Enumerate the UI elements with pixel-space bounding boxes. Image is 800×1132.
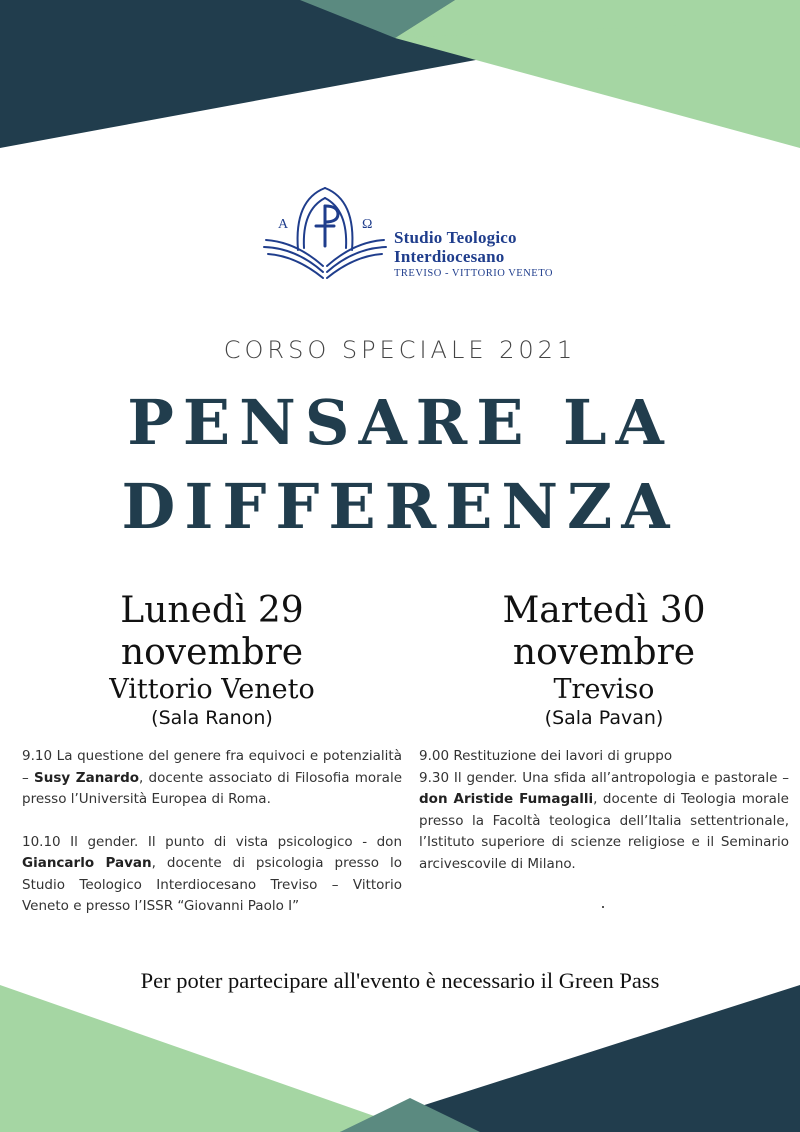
day2-item2-text-continued: , docente di Teologia morale presso la Facoltà teologica dell’Italia settentrionale, l’Istituto superiore di scienze religiose e il Seminario arcivescovile di Milano. (419, 791, 789, 872)
day1-date-line2: novembre (120, 632, 304, 673)
institution-logo (258, 180, 558, 285)
day1-hall: (Sala Ranon) (151, 707, 273, 729)
day1-item2-speaker: Giancarlo Pavan (22, 855, 152, 871)
day2-city: Treviso (553, 674, 655, 705)
title-line2: DIFFERENZA (121, 470, 679, 543)
day1-item2 (22, 832, 402, 918)
green-pass-notice: Per poter partecipare all'evento è necessario il Green Pass (140, 968, 660, 993)
chi-rho-book-icon (258, 180, 398, 285)
day1-item1-text: 9.10 La questione del genere fra equivoci e potenzialità – (22, 748, 402, 786)
day2-hall: (Sala Pavan) (544, 707, 664, 729)
day1-date-line1: Lunedì 29 (120, 590, 304, 631)
title-line1: PENSARE LA (127, 386, 673, 459)
day1-item1 (22, 746, 402, 811)
course-subtitle: CORSO SPECIALE 2021 (223, 336, 577, 364)
day1-item2-text-continued: , docente di psicologia presso lo Studio Teologico Interdiocesano Treviso – Vittorio Veneto e presso l’ISSR “Giovanni Paolo I” (22, 855, 402, 914)
day2-item2 (419, 768, 789, 876)
day2-item1: 9.00 Restituzione dei lavori di gruppo (419, 748, 673, 764)
omega-letter: Ω (362, 217, 373, 232)
day2-item2-speaker: don Aristide Fumagalli (419, 791, 594, 807)
logo-name-line2: Interdiocesano (394, 247, 505, 266)
day2-column (419, 590, 789, 875)
logo-name-line1: Studio Teologico (394, 228, 517, 247)
day1-item1-text-continued: , docente associato di Filosofia morale presso l’Università Europea di Roma. (22, 769, 402, 807)
alpha-letter: A (278, 217, 289, 232)
day1-column (22, 590, 402, 918)
stray-dot (602, 906, 604, 908)
day2-date-line2: novembre (512, 632, 696, 673)
day2-date-line1: Martedì 30 (502, 590, 706, 631)
day1-item1-speaker: Susy Zanardo (33, 769, 140, 786)
logo-place: TREVISO - VITTORIO VENETO (394, 268, 554, 279)
day2-item2-text: 9.30 Il gender. Una sfida all’antropologia e pastorale – (419, 769, 789, 786)
day1-city: Vittorio Veneto (109, 674, 315, 705)
day1-item2-text: 10.10 Il gender. Il punto di vista psicologico - don (22, 833, 402, 850)
